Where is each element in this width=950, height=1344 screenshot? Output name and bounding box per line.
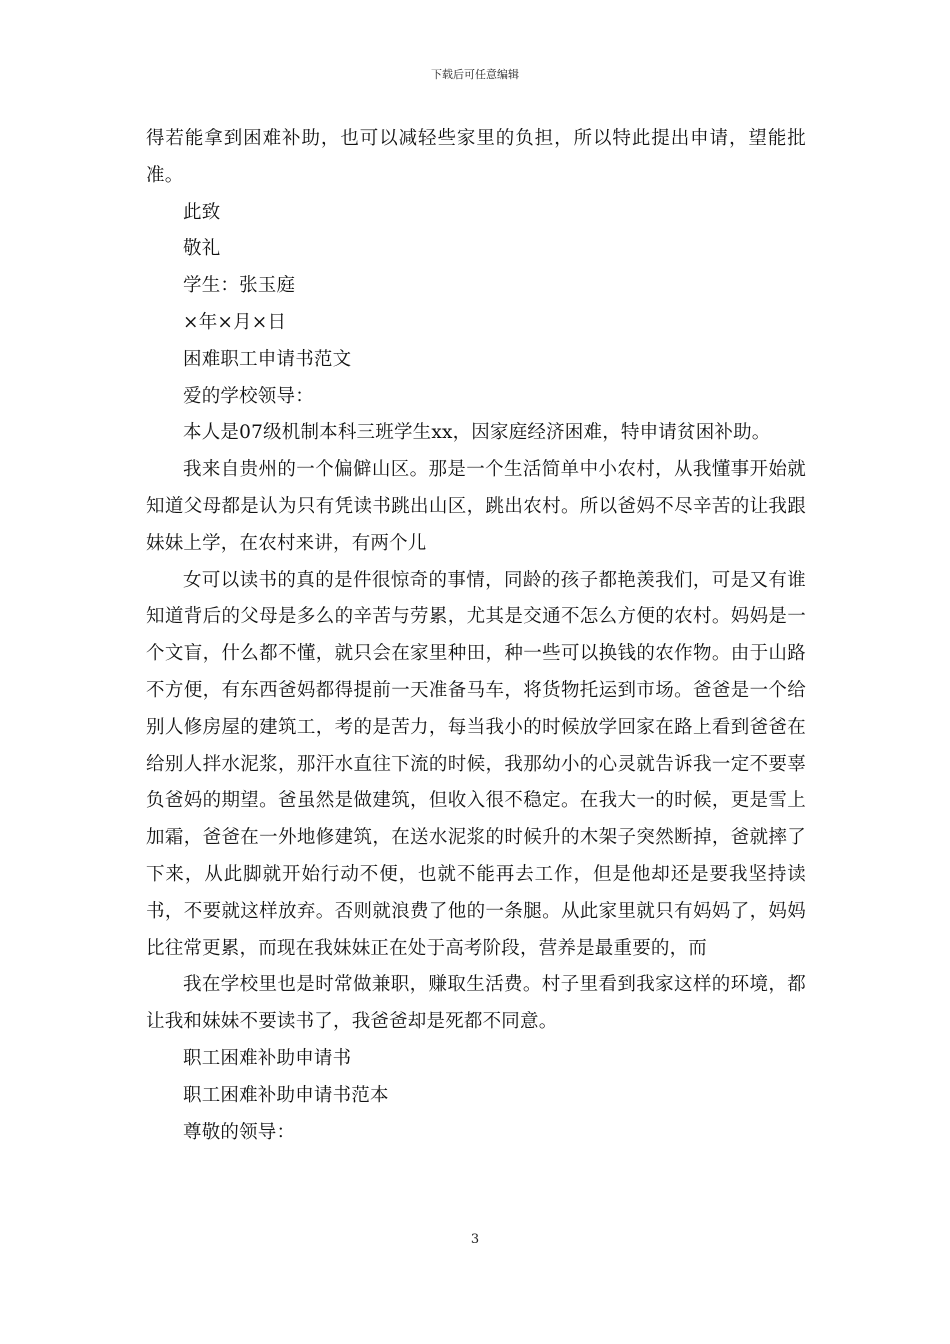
section-subtitle: 职工困难补助申请书范本 (183, 1084, 389, 1106)
document-body (146, 121, 806, 1151)
body-paragraph: 我在学校里也是时常做兼职，赚取生活费。村子里看到我家这样的环境，都让我和妹妹不要读书了，我爸爸却是死都不同意。 (146, 974, 806, 1033)
header-note: 下载后可任意编辑 (431, 68, 519, 81)
signature-line: 学生：张玉庭 (183, 275, 296, 297)
date-line: ×年×月×日 (183, 311, 287, 333)
closing-regards: 敬礼 (183, 238, 221, 260)
greeting-line: 爱的学校领导： (183, 385, 314, 407)
paragraph-continuation: 得若能拿到困难补助，也可以减轻些家里的负担，所以特此提出申请，望能批准。 (146, 128, 806, 186)
page-number: 3 (470, 1232, 480, 1247)
section-title: 困难职工申请书范文 (183, 348, 352, 370)
intro-paragraph: 本人是07级机制本科三班学生xx，因家庭经济困难，特申请贫困补助。 (183, 422, 771, 444)
section-title: 职工困难补助申请书 (183, 1047, 352, 1069)
greeting-line: 尊敬的领导： (183, 1121, 296, 1143)
body-paragraph: 女可以读书的真的是件很惊奇的事情，同龄的孩子都艳羡我们，可是又有谁知道背后的父母是多么的辛苦与劳累，尤其是交通不怎么方便的农村。妈妈是一个文盲，什么都不懂，就只会在家里种田，种一些可以换钱的农作物。由于山路不方便，有东西爸妈都得提前一天准备马车，将货物托运到市场。爸爸是一个给别人修房屋的建筑工，考的是苦力，每当我小的时候放学回家在路上看到爸爸在给别人拌水泥浆，那汗水直往下流的时候，我那幼小的心灵就告诉我一定不要辜负爸妈的期望。爸虽然是做建筑，但收入很不稳定。在我大一的时候，更是雪上加霜，爸爸在一外地修建筑，在送水泥浆的时候升的木架子突然断掉，爸就摔了下来，从此脚就开始行动不便，也就不能再去工作，但是他却还是要我坚持读书，不要就这样放弃。否则就浪费了他的一条腿。从此家里就只有妈妈了，妈妈比往常更累，而现在我妹妹正在处于高考阶段，营养是最重要的，而 (146, 569, 806, 959)
closing-salutation: 此致 (183, 201, 221, 223)
body-paragraph: 我来自贵州的一个偏僻山区。那是一个生活简单中小农村，从我懂事开始就知道父母都是认为只有凭读书跳出山区，跳出农村。所以爸妈不尽辛苦的让我跟妹妹上学，在农村来讲，有两个儿 (146, 459, 806, 554)
